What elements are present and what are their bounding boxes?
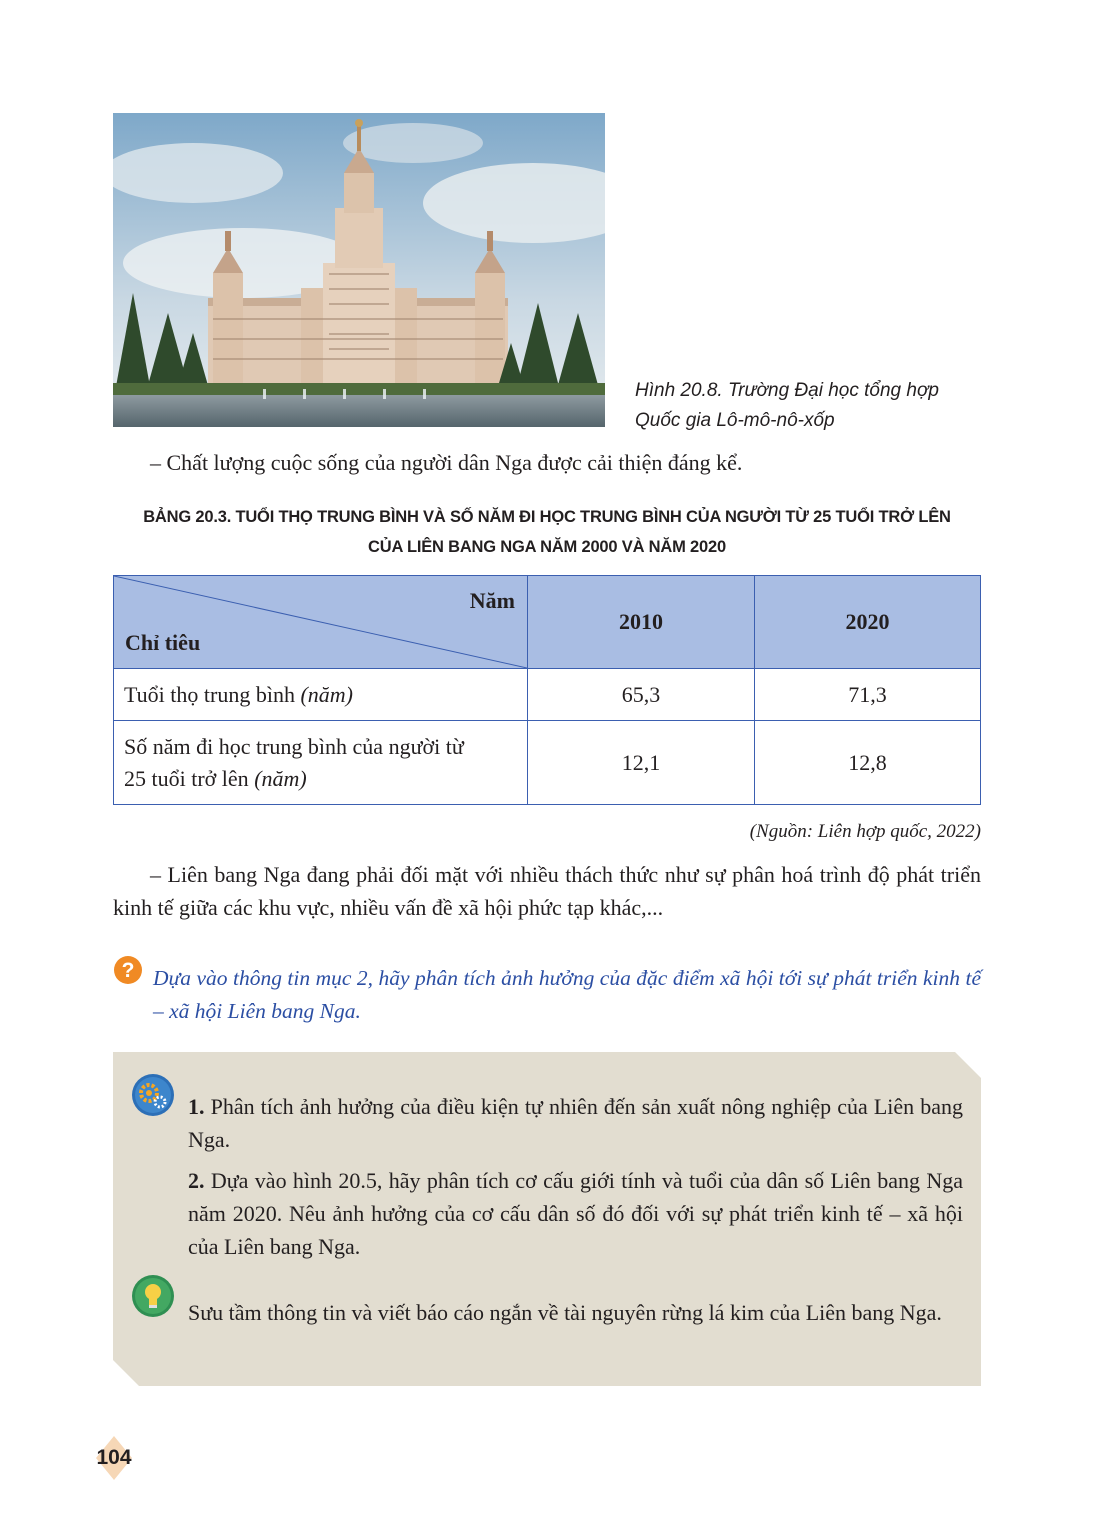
question-icon <box>113 955 143 985</box>
column-header-2010: 2010 <box>528 576 755 669</box>
figure-caption <box>635 376 995 436</box>
paragraph-challenges-text: – Liên bang Nga đang phải đối mặt với nhiều thách thức như sự phân hoá trình độ phát triển kinh tế giữa các khu vực, nhiều vấn đề xã hội phức tạp khác,... <box>113 862 981 920</box>
header-indicator-label: Chỉ tiêu <box>125 630 201 655</box>
svg-text:?: ? <box>121 959 135 982</box>
header-year-label: Năm <box>469 588 515 613</box>
table-title <box>113 502 981 562</box>
row-label-years-of-schooling <box>114 721 528 805</box>
task-1-number: 1. <box>188 1094 205 1119</box>
column-header-2020: 2020 <box>755 576 981 669</box>
row-label-text-line-1: Số năm đi học trung bình của người từ <box>124 733 464 759</box>
table-cell: 12,8 <box>755 721 981 805</box>
data-table <box>113 575 981 805</box>
task-2-text: Dựa vào hình 20.5, hãy phân tích cơ cấu giới tính và tuổi của dân số Liên bang Nga năm 2020. Nêu ảnh hưởng của cơ cấu dân số đó đối với sự phát triển kinh tế – xã hội của Liên bang Nga. <box>188 1168 963 1259</box>
practice-task-2 <box>188 1164 963 1263</box>
task-2-number: 2. <box>188 1168 205 1193</box>
table-header-row <box>114 576 981 669</box>
table-header-diagonal-cell <box>114 576 528 669</box>
table-row <box>114 721 981 805</box>
table-cell: 71,3 <box>755 669 981 721</box>
table-cell: 65,3 <box>528 669 755 721</box>
row-label-text-line-2 <box>124 763 517 795</box>
table-cell: 12,1 <box>528 721 755 805</box>
table-row <box>114 669 981 721</box>
paragraph-challenges <box>113 858 981 924</box>
row-label-text: Tuổi thọ trung bình <box>124 681 301 707</box>
row-label-text: 25 tuổi trở lên <box>124 765 255 791</box>
page-number: 104 <box>96 1446 132 1469</box>
row-label-unit: (năm) <box>300 681 353 707</box>
figure-photo-msu <box>113 113 605 427</box>
table-title-line-1: BẢNG 20.3. TUỔI THỌ TRUNG BÌNH VÀ SỐ NĂM ĐI HỌC TRUNG BÌNH CỦA NGƯỜI TỪ 25 TUỔI TRỞ LÊN <box>143 508 951 526</box>
caption-line-1: Hình 20.8. Trường Đại học tổng hợp <box>635 380 939 401</box>
table-title-line-2: CỦA LIÊN BANG NGA NĂM 2000 VÀ NĂM 2020 <box>368 538 726 556</box>
row-label-life-expectancy <box>114 669 528 721</box>
row-label-unit: (năm) <box>254 765 307 791</box>
paragraph-quality-of-life: – Chất lượng cuộc sống của người dân Nga được cải thiện đáng kể. <box>150 450 743 475</box>
caption-line-2: Quốc gia Lô-mô-nô-xốp <box>635 410 835 431</box>
practice-task-1 <box>188 1090 963 1156</box>
question-text: Dựa vào thông tin mục 2, hãy phân tích ảnh hưởng của đặc điểm xã hội tới sự phát triển kinh tế – xã hội Liên bang Nga. <box>153 966 981 1023</box>
gears-icon <box>131 1073 175 1117</box>
table-source: (Nguồn: Liên hợp quốc, 2022) <box>749 821 981 842</box>
apply-task: Sưu tầm thông tin và viết báo cáo ngắn về tài nguyên rừng lá kim của Liên bang Nga. <box>188 1300 942 1325</box>
task-1-text: Phân tích ảnh hưởng của điều kiện tự nhiên đến sản xuất nông nghiệp của Liên bang Nga. <box>188 1094 963 1152</box>
lightbulb-icon <box>131 1274 175 1318</box>
